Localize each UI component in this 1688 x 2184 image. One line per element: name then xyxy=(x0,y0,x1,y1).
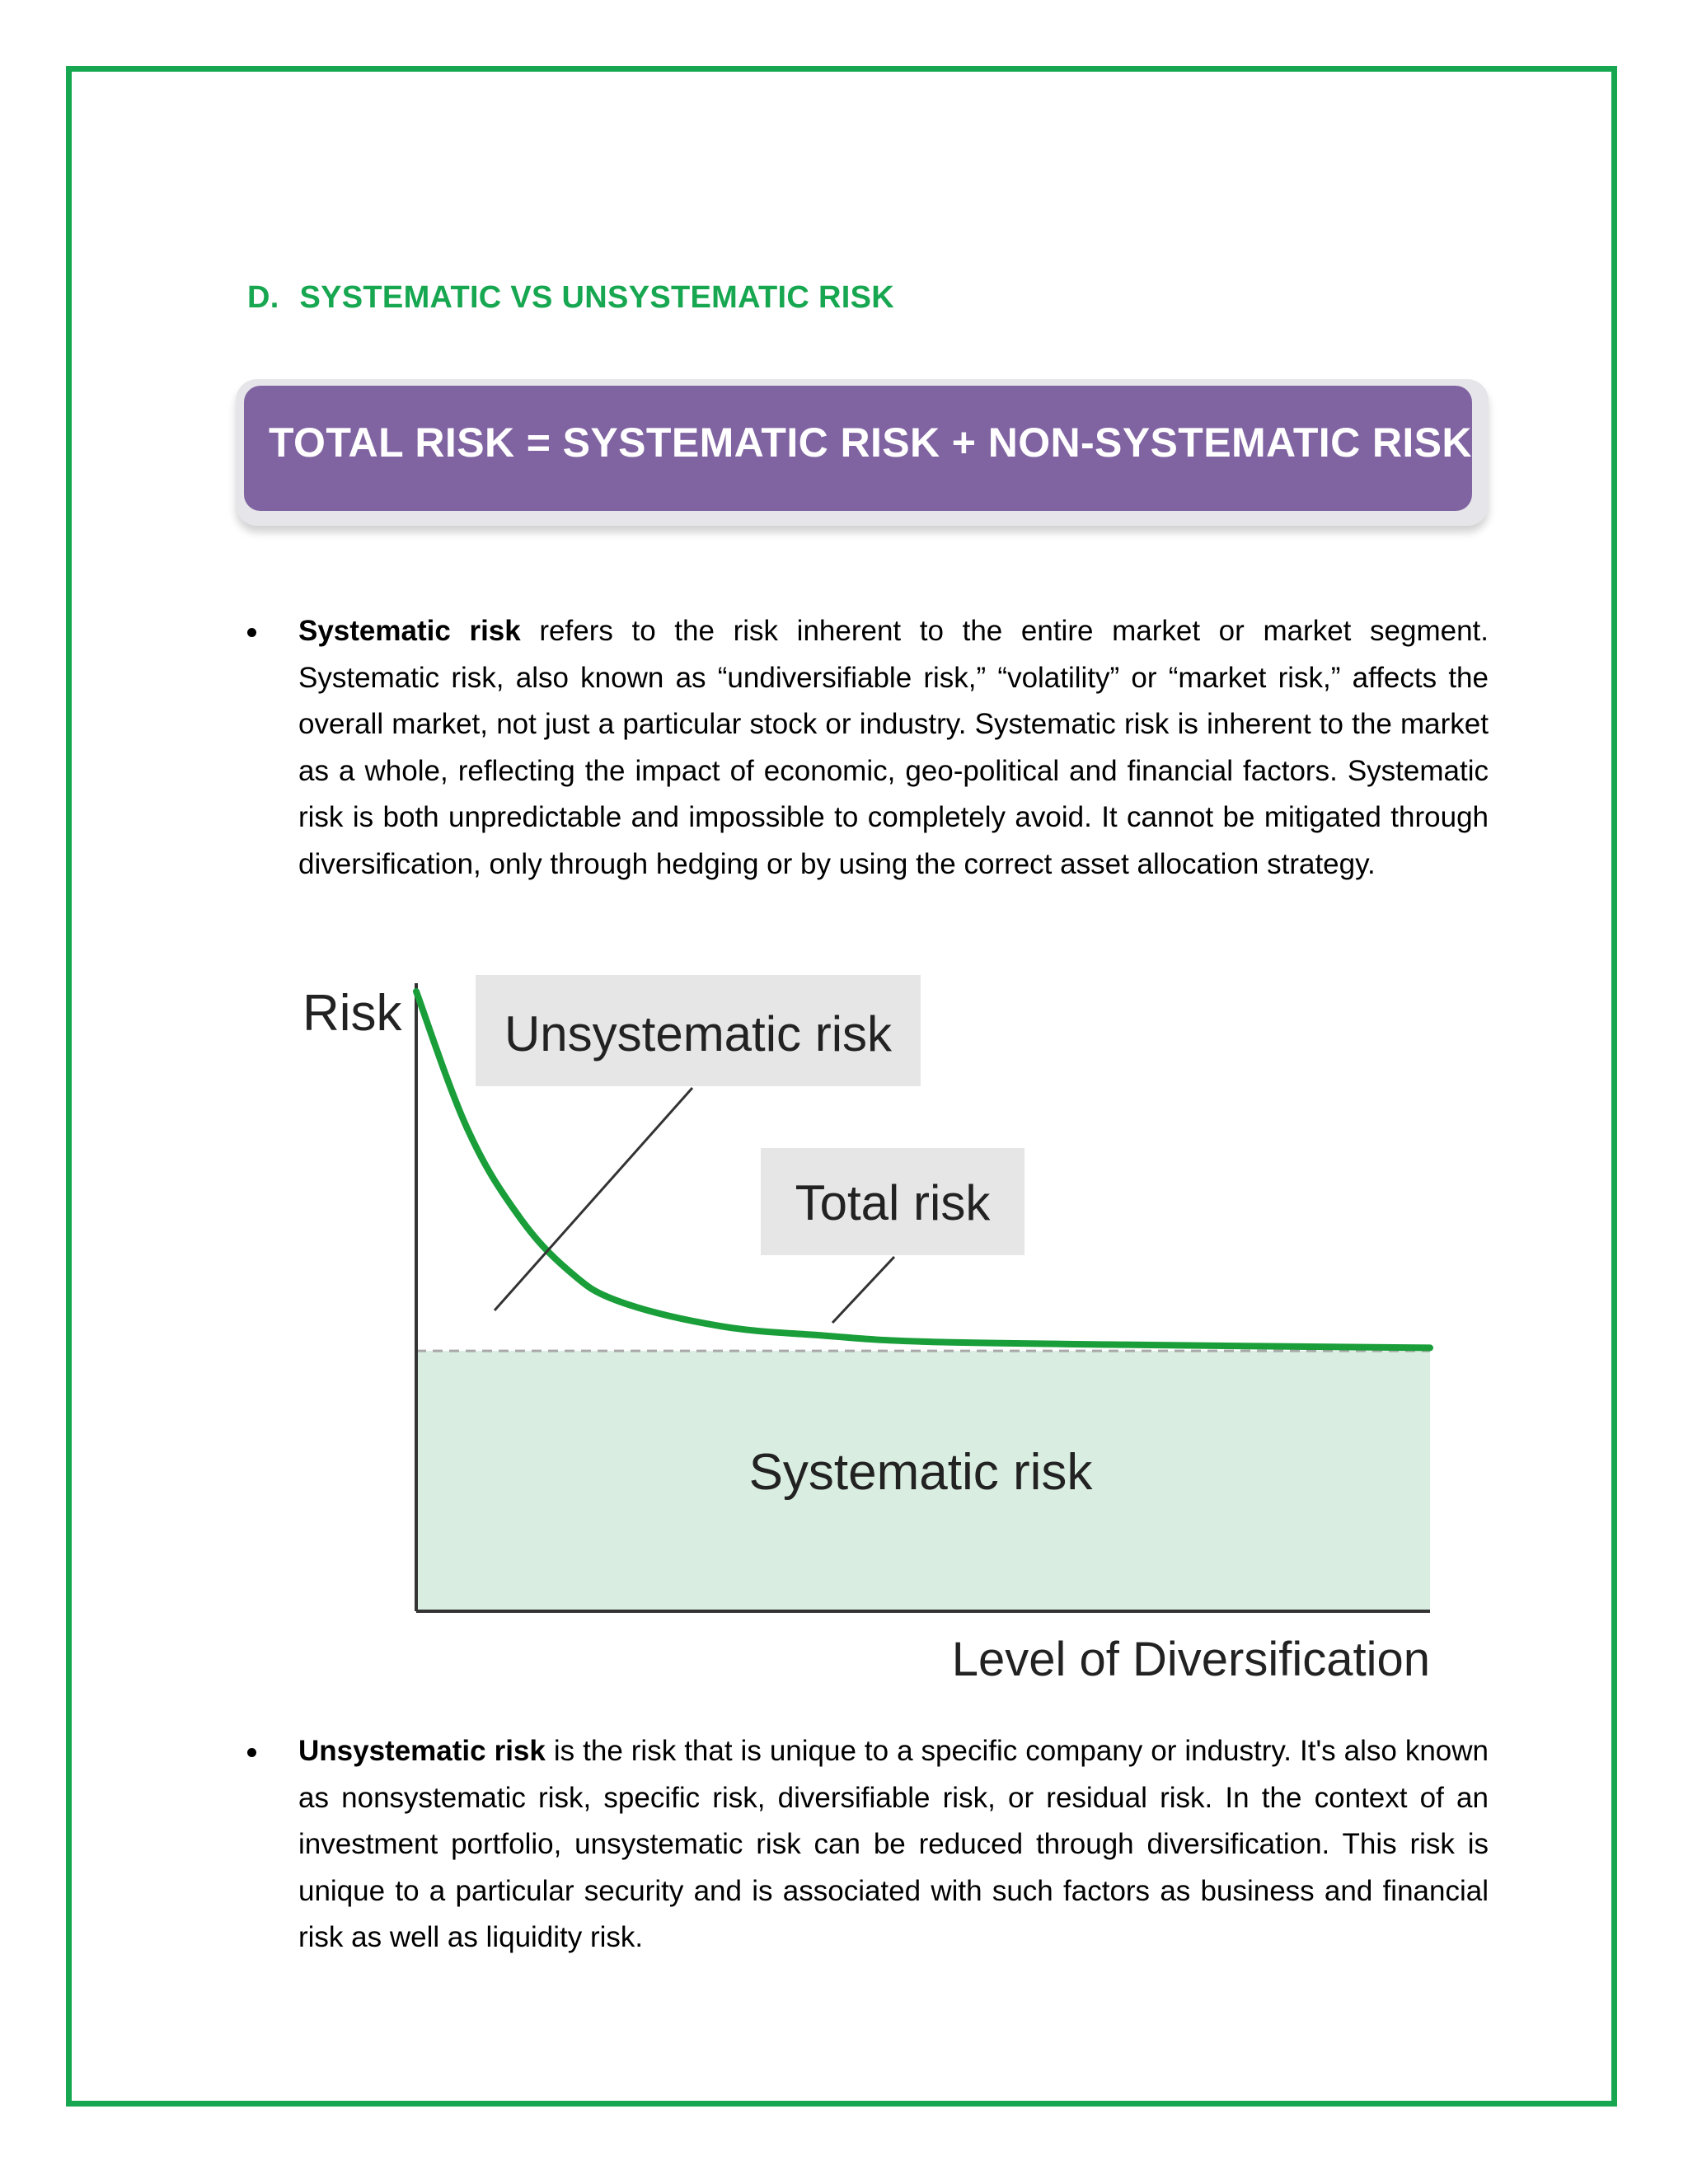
systematic-risk-label: Systematic risk xyxy=(748,1444,1093,1501)
total-risk-leader-line xyxy=(832,1257,894,1323)
bullet-paragraph xyxy=(298,1728,1489,1961)
bullet-body: is the risk that is unique to a specific company or industry. It's also known as nonsystematic risk, specific risk, diversifiable risk, or residual risk. In the context of an investment portfolio, unsystematic risk can be reduced through diversification. This risk is unique to a particular security and is associated with such factors as business and financial risk as well as liquidity risk. xyxy=(298,1735,1489,1953)
x-axis-label: Level of Diversification xyxy=(951,1633,1430,1686)
section-heading xyxy=(247,280,894,316)
risk-chart xyxy=(293,968,1438,1690)
total-risk-label: Total risk xyxy=(795,1175,991,1230)
y-axis-label: Risk xyxy=(302,985,402,1042)
bullet-icon xyxy=(247,628,256,637)
unsystematic-risk-label: Unsystematic risk xyxy=(504,1006,893,1062)
bullet-term: Systematic risk xyxy=(298,615,521,647)
section-number: D. xyxy=(247,280,279,315)
bullet-body: refers to the risk inherent to the entire market or market segment. Systematic risk, also known as “undiversifiable risk,” “volatility” or “market risk,” affects the overall market, not just a particular stock or industry. Systematic risk is inherent to the market as a whole, reflecting the impact of economic, geo-political and financial factors. Systematic risk is both unpredictable and impossible to completely avoid. It cannot be mitigated through diversification, only through hedging or by using the correct asset allocation strategy. xyxy=(298,615,1489,880)
section-title: SYSTEMATIC VS UNSYSTEMATIC RISK xyxy=(299,280,894,315)
bullet-paragraph xyxy=(298,608,1489,888)
bullet-unsystematic xyxy=(247,1728,1489,1961)
unsystematic-leader-line xyxy=(495,1088,692,1310)
formula-text: TOTAL RISK = SYSTEMATIC RISK + NON-SYSTEMATIC RISK xyxy=(269,419,1472,466)
bullet-icon xyxy=(247,1748,256,1757)
bullet-systematic xyxy=(247,608,1489,888)
bullet-term: Unsystematic risk xyxy=(298,1735,546,1767)
formula-banner xyxy=(244,386,1472,511)
